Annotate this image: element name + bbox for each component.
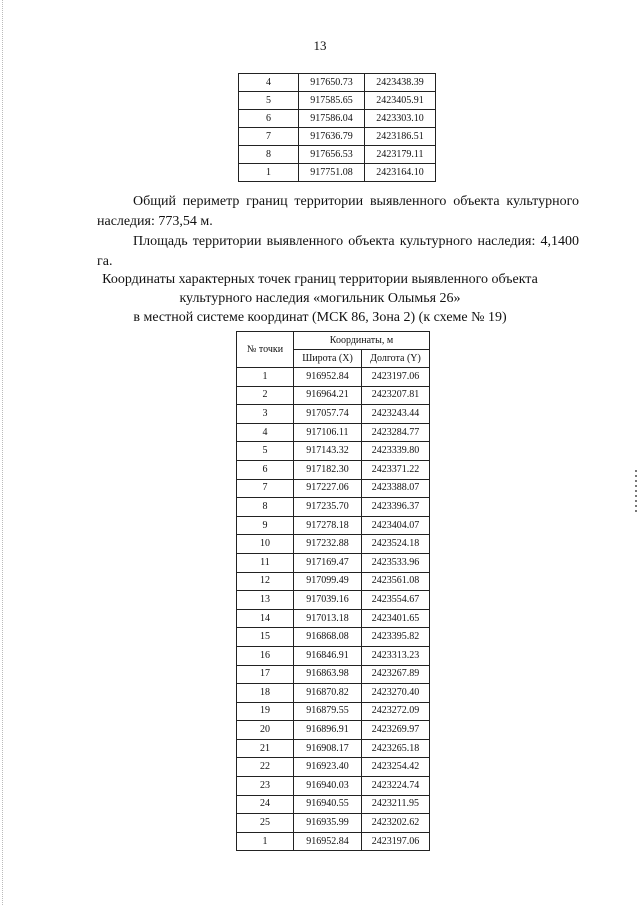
table-row (239, 146, 436, 164)
table-row (237, 628, 430, 647)
cell-point-number: 4 (237, 423, 294, 442)
table-header (237, 332, 430, 368)
cell-latitude: 917057.74 (294, 405, 362, 424)
cell-latitude: 916868.08 (294, 628, 362, 647)
cell-point-number: 4 (239, 74, 299, 92)
cell-longitude: 2423272.09 (362, 702, 430, 721)
cell-longitude: 2423339.80 (362, 442, 430, 461)
cell-longitude: 2423524.18 (362, 535, 430, 554)
cell-longitude: 2423197.06 (362, 832, 430, 851)
cell-point-number: 13 (237, 591, 294, 610)
cell-point-number: 21 (237, 739, 294, 758)
perimeter-paragraph (97, 192, 579, 232)
cell-latitude: 917099.49 (294, 572, 362, 591)
cell-latitude: 917013.18 (294, 609, 362, 628)
cell-point-number: 3 (237, 405, 294, 424)
cell-latitude: 916863.98 (294, 665, 362, 684)
table-row (237, 572, 430, 591)
cell-longitude: 2423267.89 (362, 665, 430, 684)
cell-latitude: 916896.91 (294, 721, 362, 740)
cell-latitude: 917636.79 (299, 128, 365, 146)
cell-longitude: 2423265.18 (362, 739, 430, 758)
cell-longitude: 2423303.10 (365, 110, 436, 128)
table-row (237, 832, 430, 851)
table-row (237, 795, 430, 814)
cell-point-number: 1 (237, 832, 294, 851)
cell-longitude: 2423388.07 (362, 479, 430, 498)
scan-edge-mark (635, 470, 637, 514)
table-row (237, 702, 430, 721)
cell-point-number: 7 (239, 128, 299, 146)
cell-point-number: 8 (237, 498, 294, 517)
header-coordinates: Координаты, м (294, 332, 430, 350)
table-row (237, 516, 430, 535)
cell-latitude: 916964.21 (294, 386, 362, 405)
cell-latitude: 917586.04 (299, 110, 365, 128)
table-row (237, 442, 430, 461)
page-number: 13 (313, 38, 327, 53)
cell-latitude: 916940.55 (294, 795, 362, 814)
cell-latitude: 916940.03 (294, 777, 362, 796)
table-row (237, 646, 430, 665)
cell-latitude: 917143.32 (294, 442, 362, 461)
cell-point-number: 23 (237, 777, 294, 796)
table-row (237, 405, 430, 424)
cell-point-number: 6 (237, 460, 294, 479)
cell-point-number: 15 (237, 628, 294, 647)
cell-point-number: 1 (237, 368, 294, 387)
table-row (237, 591, 430, 610)
table-row (237, 814, 430, 833)
cell-point-number: 19 (237, 702, 294, 721)
cell-point-number: 14 (237, 609, 294, 628)
cell-point-number: 10 (237, 535, 294, 554)
cell-longitude: 2423179.11 (365, 146, 436, 164)
table-row (239, 164, 436, 182)
cell-longitude: 2423395.82 (362, 628, 430, 647)
table-row (237, 758, 430, 777)
cell-longitude: 2423211.95 (362, 795, 430, 814)
table-body (237, 368, 430, 851)
cell-latitude: 917650.73 (299, 74, 365, 92)
table-row (237, 553, 430, 572)
table-row (239, 92, 436, 110)
cell-longitude: 2423164.10 (365, 164, 436, 182)
perimeter-text: Общий периметр границ территории выявленного объекта культурного наследия: 773,54 м. (97, 194, 579, 229)
table-row (237, 368, 430, 387)
coordinates-table-continued (238, 73, 436, 182)
cell-point-number: 22 (237, 758, 294, 777)
cell-point-number: 8 (239, 146, 299, 164)
table-row (239, 110, 436, 128)
cell-longitude: 2423405.91 (365, 92, 436, 110)
table-row (237, 665, 430, 684)
table-row (237, 609, 430, 628)
table-row (237, 498, 430, 517)
cell-longitude: 2423561.08 (362, 572, 430, 591)
section-heading (80, 270, 560, 327)
cell-latitude: 917232.88 (294, 535, 362, 554)
header-longitude: Долгота (Y) (362, 350, 430, 368)
table-row (237, 479, 430, 498)
cell-point-number: 17 (237, 665, 294, 684)
cell-point-number: 1 (239, 164, 299, 182)
table-row (237, 684, 430, 703)
cell-longitude: 2423186.51 (365, 128, 436, 146)
cell-latitude: 916870.82 (294, 684, 362, 703)
cell-longitude: 2423404.07 (362, 516, 430, 535)
cell-longitude: 2423396.37 (362, 498, 430, 517)
table-row (237, 535, 430, 554)
cell-latitude: 916935.99 (294, 814, 362, 833)
cell-longitude: 2423269.97 (362, 721, 430, 740)
cell-longitude: 2423401.65 (362, 609, 430, 628)
cell-latitude: 916879.55 (294, 702, 362, 721)
cell-latitude: 917585.65 (299, 92, 365, 110)
heading-line: Координаты характерных точек границ территории выявленного объекта (102, 272, 538, 287)
cell-longitude: 2423207.81 (362, 386, 430, 405)
scan-margin-line (2, 0, 4, 905)
cell-latitude: 916952.84 (294, 368, 362, 387)
area-paragraph (97, 232, 579, 272)
table-row (237, 423, 430, 442)
cell-longitude: 2423270.40 (362, 684, 430, 703)
cell-point-number: 24 (237, 795, 294, 814)
cell-point-number: 7 (237, 479, 294, 498)
coordinates-table (236, 331, 430, 851)
cell-point-number: 16 (237, 646, 294, 665)
cell-point-number: 5 (237, 442, 294, 461)
cell-longitude: 2423371.22 (362, 460, 430, 479)
table-row (237, 721, 430, 740)
heading-line: в местной системе координат (МСК 86, Зона 2) (к схеме № 19) (133, 310, 507, 325)
cell-latitude: 917169.47 (294, 553, 362, 572)
cell-latitude: 917106.11 (294, 423, 362, 442)
cell-longitude: 2423224.74 (362, 777, 430, 796)
cell-point-number: 25 (237, 814, 294, 833)
cell-latitude: 917751.08 (299, 164, 365, 182)
cell-longitude: 2423438.39 (365, 74, 436, 92)
cell-latitude: 916923.40 (294, 758, 362, 777)
cell-point-number: 6 (239, 110, 299, 128)
cell-longitude: 2423202.62 (362, 814, 430, 833)
table-body (239, 74, 436, 182)
heading-line: культурного наследия «могильник Олымья 26» (179, 291, 461, 306)
cell-longitude: 2423254.42 (362, 758, 430, 777)
cell-point-number: 9 (237, 516, 294, 535)
cell-longitude: 2423243.44 (362, 405, 430, 424)
header-point-number: № точки (237, 332, 294, 368)
table-row (239, 128, 436, 146)
area-text: Площадь территории выявленного объекта культурного наследия: 4,1400 га. (97, 234, 579, 269)
cell-longitude: 2423313.23 (362, 646, 430, 665)
cell-longitude: 2423554.67 (362, 591, 430, 610)
cell-point-number: 5 (239, 92, 299, 110)
cell-latitude: 917656.53 (299, 146, 365, 164)
cell-latitude: 916908.17 (294, 739, 362, 758)
cell-point-number: 20 (237, 721, 294, 740)
table-row (239, 74, 436, 92)
cell-latitude: 916952.84 (294, 832, 362, 851)
cell-longitude: 2423284.77 (362, 423, 430, 442)
cell-point-number: 18 (237, 684, 294, 703)
header-latitude: Широта (X) (294, 350, 362, 368)
table-row (237, 739, 430, 758)
cell-longitude: 2423197.06 (362, 368, 430, 387)
cell-point-number: 11 (237, 553, 294, 572)
cell-latitude: 917278.18 (294, 516, 362, 535)
cell-point-number: 2 (237, 386, 294, 405)
cell-latitude: 917039.16 (294, 591, 362, 610)
cell-latitude: 917182.30 (294, 460, 362, 479)
cell-point-number: 12 (237, 572, 294, 591)
table-row (237, 460, 430, 479)
table-row (237, 777, 430, 796)
cell-latitude: 917227.06 (294, 479, 362, 498)
cell-latitude: 916846.91 (294, 646, 362, 665)
table-row (237, 386, 430, 405)
cell-latitude: 917235.70 (294, 498, 362, 517)
cell-longitude: 2423533.96 (362, 553, 430, 572)
